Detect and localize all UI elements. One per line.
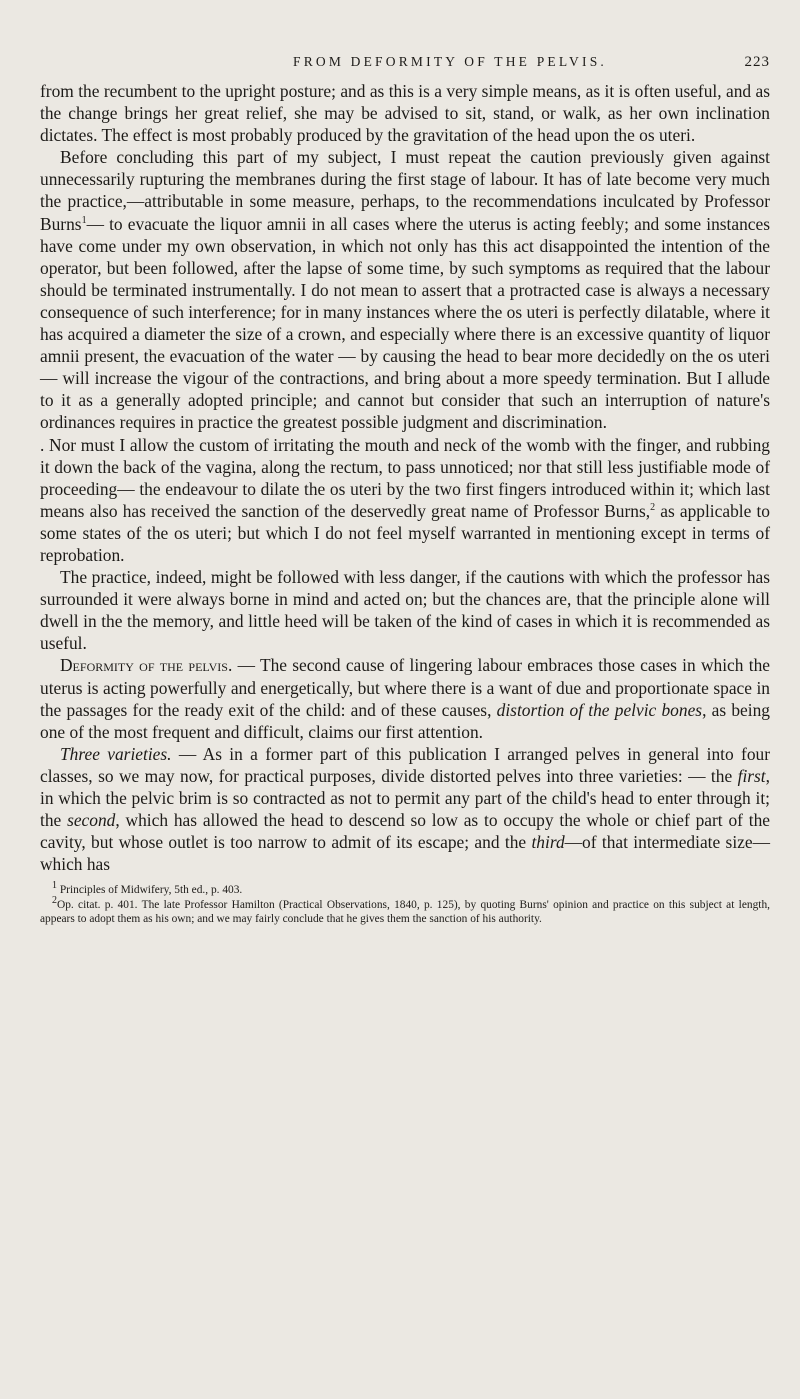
- running-title: FROM DEFORMITY OF THE PELVIS.: [293, 54, 607, 69]
- page-number: 223: [744, 54, 770, 70]
- footnotes: [40, 880, 770, 926]
- paragraph-1: from the recumbent to the upright posture; and as this is a very simple means, as it is often useful, and as the change brings her great relief, she may be advised to sit, stand, or walk, as her own inclination dictates. The effect is most probably produced by the gravitation of the head upon the os uteri.: [40, 81, 770, 146]
- footnote-ref-1[interactable]: 1: [81, 214, 87, 226]
- footnote-1: $^1$ Principles of Midwifery, 5th ed., p. 403.: [52, 880, 243, 897]
- paragraph-3: . Nor must I allow the custom of irritating the mouth and neck of the womb with the finger, and rubbing it down the back of the vagina, along the rectum, to pass unnoticed; nor that still less justifiable mode of proceeding— the endeavour to dilate the os uteri by the two first fingers introduced within it; which last means also has received the sanction of the deservedly great name of Professor Burns,$^2$ as applicable to some states of the os uteri; but which I do not feel myself warranted in mentioning except in terms of reprobation.: [40, 434, 770, 565]
- book-page: [40, 54, 770, 926]
- footnote-2: $^2$Op. citat. p. 401. The late Professor Hamilton (Practical Observations, 1840, p. 125), by quoting Burns' opinion and practice on this subject at length, appears to adopt them as his own; and we may fairly conclude that he gives them the sanction of his authority.: [40, 894, 770, 925]
- body-text: [40, 80, 770, 875]
- footnote-ref-2[interactable]: 2: [650, 501, 656, 513]
- paragraph-4: The practice, indeed, might be followed with less danger, if the cautions with which the professor has surrounded it were always borne in mind and acted on; but the chances are, that the principle alone will dwell in the the memory, and little heed will be taken of the kind of cases in which it is recommended as useful.: [40, 567, 770, 654]
- running-header: [40, 54, 770, 80]
- section-heading-deformity: Deformity of the pelvis.: [60, 655, 233, 676]
- section-heading-varieties: Three varieties.: [60, 743, 172, 764]
- paragraph-2: Before concluding this part of my subject, I must repeat the caution previously given against unnecessarily rupturing the membranes during the first stage of labour. It has of late become very much the practice,—attributable in some measure, perhaps, to the recommendations inculcated by Professor Burns$^1$— to evacuate the liquor amnii in all cases where the uterus is acting feebly; and some instances have come under my own observation, in which not only has this act disappointed the intention of the operator, but been followed, after the lapse of some time, by such symptoms as required that the labour should be terminated instrumentally. I do not mean to assert that a protracted case is always a necessary consequence of such interference; for in many instances where the os uteri is perfectly dilatable, where it has acquired a diameter the size of a crown, and especially where there is an excessive quantity of liquor amnii present, the evacuation of the water — by causing the head to bear more decidedly on the os uteri — will increase the vigour of the contractions, and bring about a more speedy termination. But I allude to it as a generally adopted principle; and cannot but consider that such an interruption of nature's ordinances requires in practice the greatest possible judgment and discrimination.: [40, 147, 770, 433]
- paragraph-5: Deformity of the pelvis. — The second cause of lingering labour embraces those cases in which the uterus is acting powerfully and energetically, but where there is a want of due and proportionate space in the passages for the ready exit of the child: and of these causes, distortion of the pelvic bones, as being one of the most frequent and difficult, claims our first attention.: [40, 655, 770, 742]
- paragraph-6: Three varieties. — As in a former part of this publication I arranged pelves in general into four classes, so we may now, for practical purposes, divide distorted pelves into three varieties: — the first, in which the pelvic brim is so contracted as not to permit any part of the child's head to enter through it; the second, which has allowed the head to descend so low as to occupy the whole or chief part of the cavity, but whose outlet is too narrow to admit of its escape; and the third—of that intermediate size—which has: [40, 743, 770, 875]
